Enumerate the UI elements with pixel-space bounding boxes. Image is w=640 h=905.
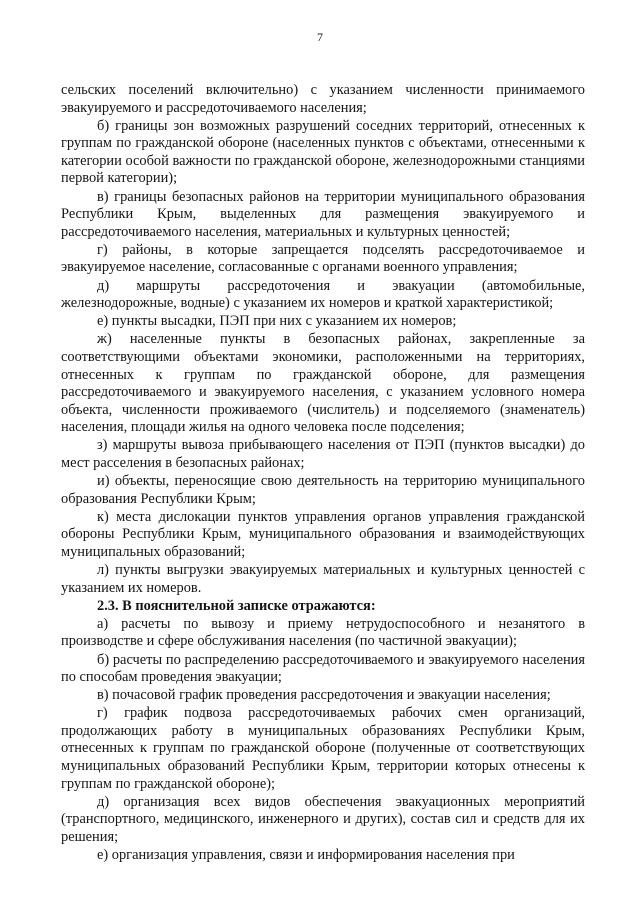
item-e-drop-off-points: е) пункты высадки, ПЭП при них с указанием их номеров; bbox=[97, 313, 457, 330]
note-item-g: г) график подвоза рассредоточиваемых рабочих смен организаций, продолжающих работу в муниципальных образованиях Республики Крым, отнесенных к группам по гражданской обороне (полученные от соответствующих муниципальных образований Республики Крым, территории которых отнесены к группам по гражданской обороне); bbox=[61, 705, 585, 792]
item-z-transport-routes: з) маршруты вывоза прибывающего населения от ПЭП (пунктов высадки) до мест расселения в безопасных районах; bbox=[61, 437, 585, 471]
page-body bbox=[61, 82, 585, 865]
item-b-destruction-zones: б) границы зон возможных разрушений соседних территорий, отнесенных к группам по гражданской обороне (населенных пунктов с объектами, отнесенными к категории особой важности по гражданской обороне, железнодорожными станциями первой категории); bbox=[61, 117, 585, 187]
item-i-relocated-objects: и) объекты, переносящие свою деятельность на территорию муниципального образования Республики Крым; bbox=[61, 473, 585, 507]
page-number: 7 bbox=[317, 30, 323, 44]
note-item-v: в) почасовой график проведения рассредоточения и эвакуации населения; bbox=[97, 687, 551, 704]
note-item-a: а) расчеты по вывозу и приему нетрудоспособного и незанятого в производстве и сфере обслуживания населения (по частичной эвакуации); bbox=[61, 615, 585, 650]
item-g-restricted-areas: г) районы, в которые запрещается подселять рассредоточиваемое и эвакуируемое население, согласованные с органами военного управления; bbox=[61, 241, 585, 276]
paragraph-continued: сельских поселений включительно) с указанием численности принимаемого эвакуируемого и рассредоточиваемого населения; bbox=[61, 82, 585, 116]
note-item-d: д) организация всех видов обеспечения эвакуационных мероприятий (транспортного, медицинского, инженерного и других), состав сил и средств для их решения; bbox=[61, 793, 585, 845]
note-item-e: е) организация управления, связи и информирования населения при bbox=[97, 847, 515, 864]
item-zh-settlements: ж) населенные пункты в безопасных районах, закрепленные за соответствующими объектами экономики, расположенными на территориях, отнесенных к группам по гражданской обороне, для размещения рассредоточиваемого и эвакуируемого населения, с указанием условного номера объекта, численности проживаемого (числитель) и подселяемого (знаменатель) населения, площади жилья на одного человека после подселения; bbox=[61, 331, 585, 436]
item-l-unloading-points: л) пункты выгрузки эвакуируемых материальных и культурных ценностей с указанием их номеров. bbox=[61, 562, 585, 596]
item-k-control-points: к) места дислокации пунктов управления органов управления гражданской обороны Республики Крым, муниципального образования и взаимодействующих муниципальных образований; bbox=[61, 508, 585, 560]
note-item-b: б) расчеты по распределению рассредоточиваемого и эвакуируемого населения по способам проведения эвакуации; bbox=[61, 651, 585, 686]
item-d-routes: д) маршруты рассредоточения и эвакуации (автомобильные, железнодорожные, водные) с указанием их номеров и краткой характеристикой; bbox=[61, 277, 585, 312]
section-heading-2-3: 2.3. В пояснительной записке отражаются: bbox=[97, 597, 376, 614]
item-v-safe-areas: в) границы безопасных районов на территории муниципального образования Республики Крым, выделенных для размещения эвакуируемого и рассредоточиваемого населения, материальных и культурных ценностей; bbox=[61, 188, 585, 240]
